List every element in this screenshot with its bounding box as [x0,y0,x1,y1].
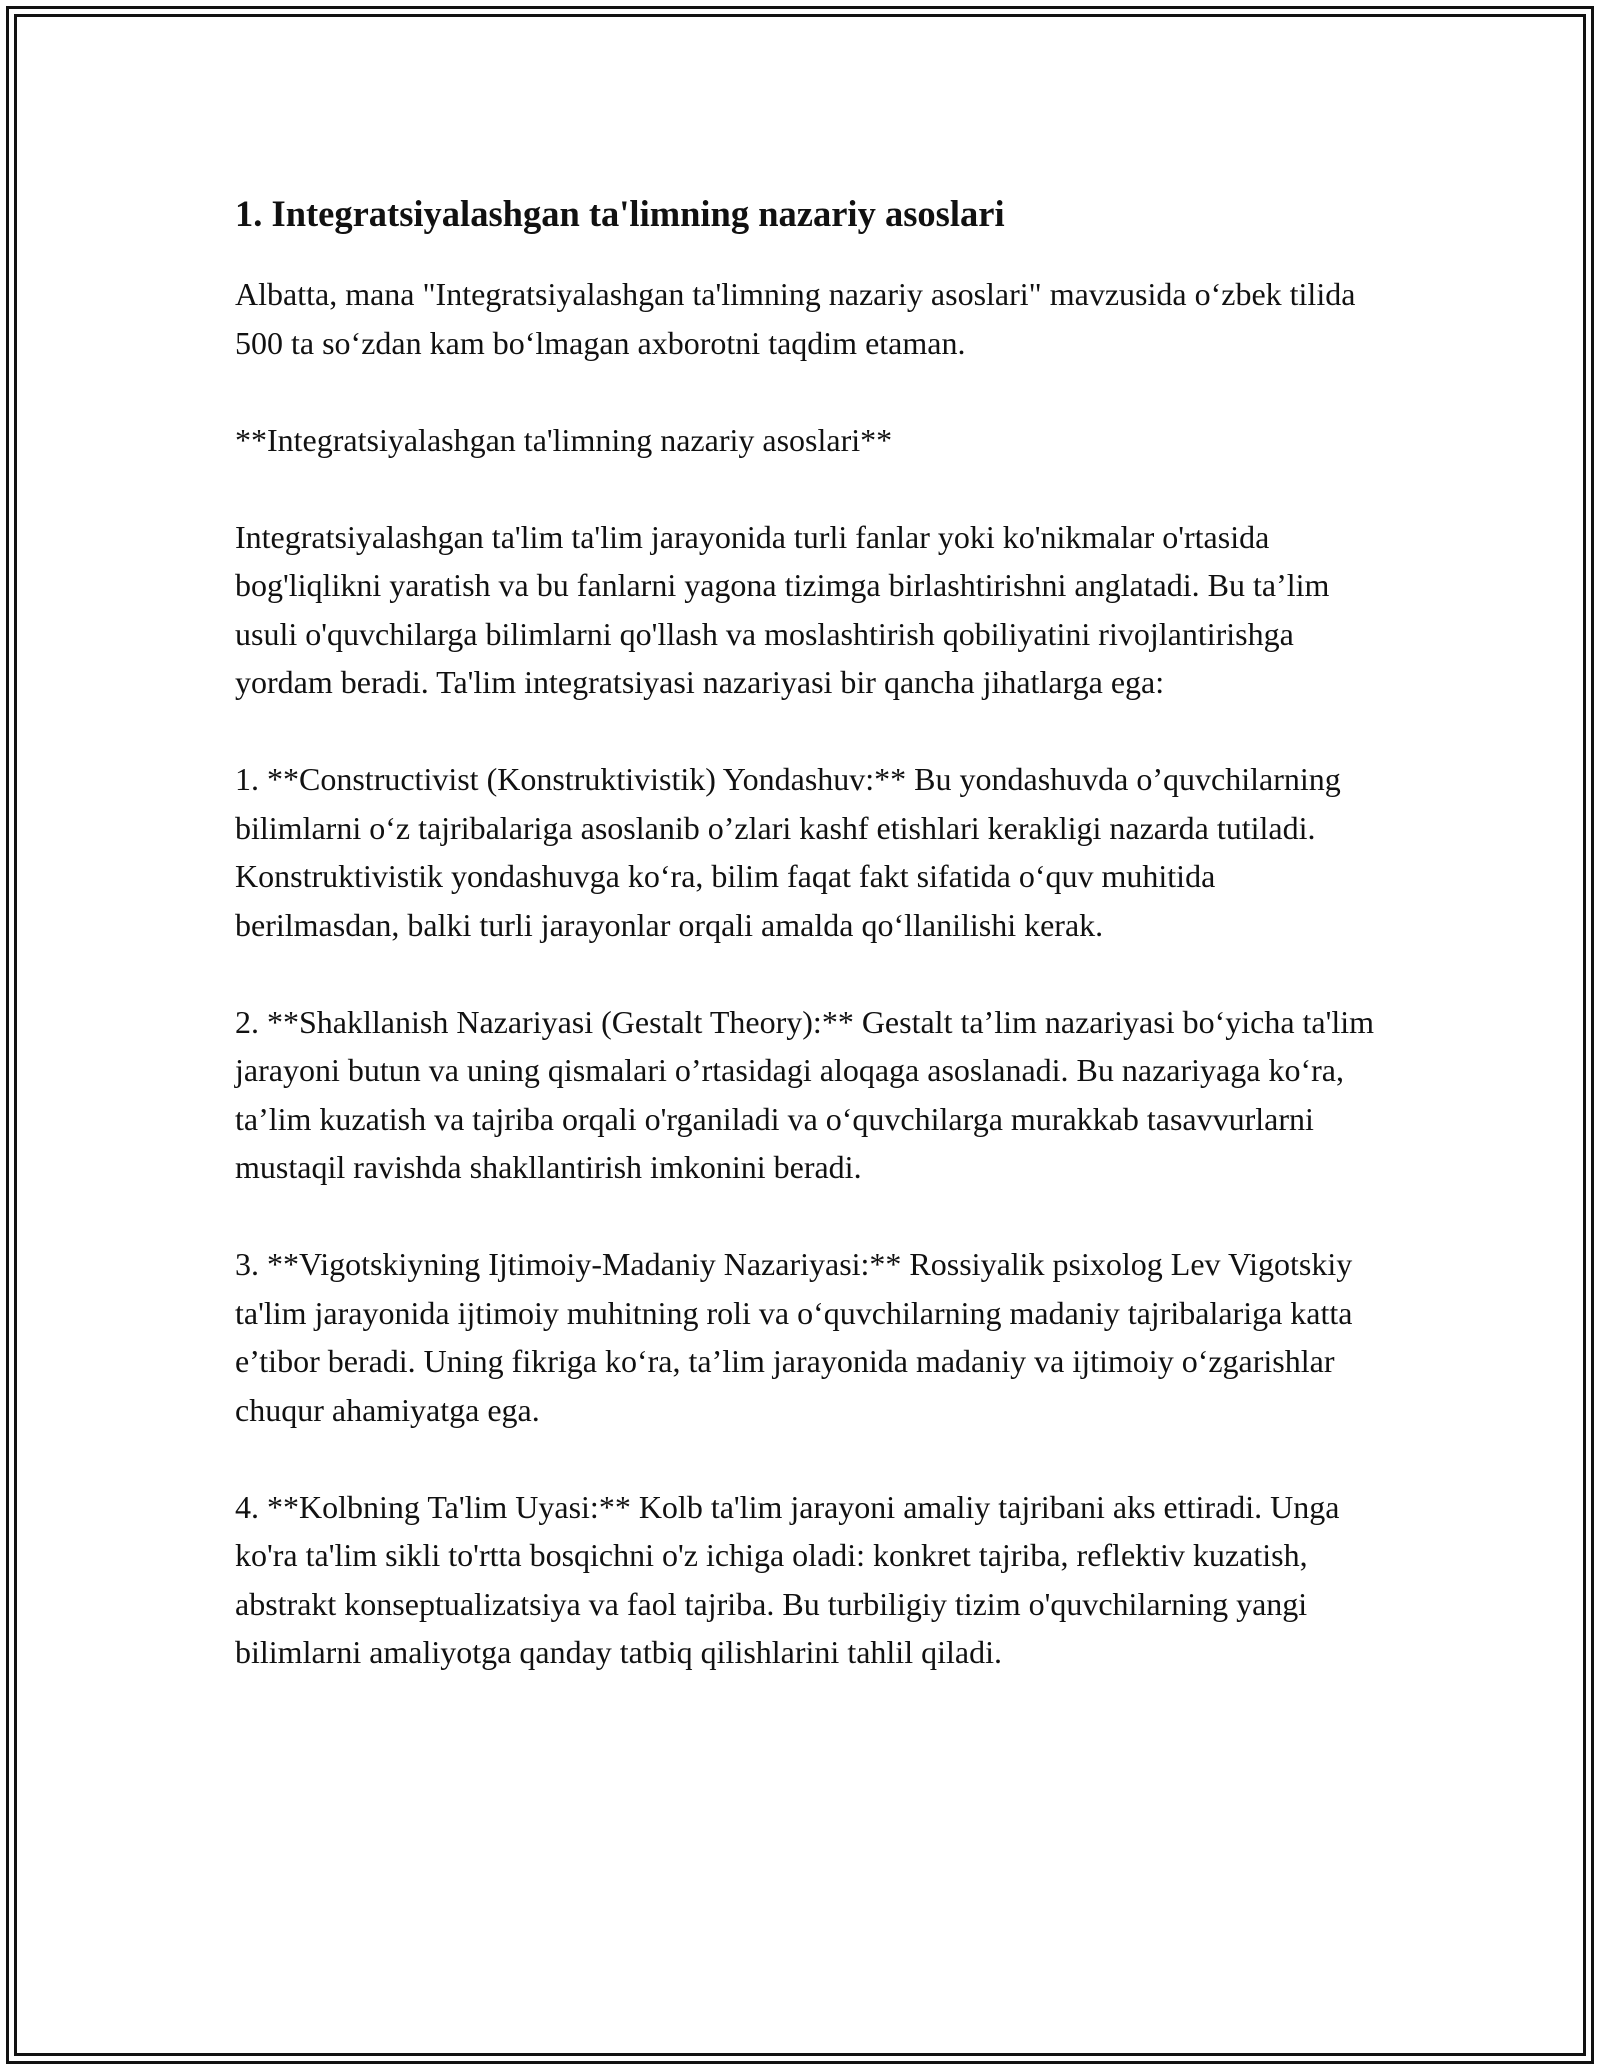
document-body [235,188,1375,1725]
list-item-kolb: 4. **Kolbning Ta'lim Uyasi:** Kolb ta'lim jarayoni amaliy tajribani aks ettiradi. Unga ko'ra ta'lim sikli to'rtta bosqichni o'z ichiga oladi: konkret tajriba, reflektiv kuzatish, abstrakt konseptualizatsiya va faol tajriba. Bu turbiligiy tizim o'quvchilarning yangi bilimlarni amaliyotga qanday tatbiq qilishlarini tahlil qiladi. [235,1488,1340,1670]
section-heading-paragraph: **Integratsiyalashgan ta'limning nazariy asoslari** [235,421,893,458]
intro-paragraph: Albatta, mana "Integratsiyalashgan ta'limning nazariy asoslari" mavzusida o‘zbek tilida 500 ta so‘zdan kam bo‘lmagan axborotni taqdim etaman. [235,276,1356,361]
definition-paragraph: Integratsiyalashgan ta'lim ta'lim jarayonida turli fanlar yoki ko'nikmalar o'rtasida bog'liqlikni yaratish va bu fanlarni yagona tizimga birlashtirishni anglatadi. Bu ta’lim usuli o'quvchilarga bilimlarni qo'llash va moslashtirish qobiliyatini rivojlantirishga yordam beradi. Ta'lim integratsiyasi nazariyasi bir qancha jihatlarga ega: [235,518,1330,700]
list-item-gestalt: 2. **Shakllanish Nazariyasi (Gestalt Theory):** Gestalt ta’lim nazariyasi bo‘yicha ta'lim jarayoni butun va uning qismalari o’rtasidagi aloqaga asoslanadi. Bu nazariyaga ko‘ra, ta’lim kuzatish va tajriba orqali o'rganiladi va o‘quvchilarga murakkab tasavvurlarni mustaqil ravishda shakllantirish imkonini beradi. [235,1003,1375,1185]
document-title: 1. Integratsiyalashgan ta'limning nazariy asoslari [235,193,1005,234]
list-item-vygotsky: 3. **Vigotskiyning Ijtimoiy-Madaniy Nazariyasi:** Rossiyalik psixolog Lev Vigotskiy ta'lim jarayonida ijtimoiy muhitning roli va o‘quvchilarning madaniy tajribalariga katta e’tibor beradi. Uning fikriga ko‘ra, ta’lim jarayonida madaniy va ijtimoiy o‘zgarishlar chuqur ahamiyatga ega. [235,1246,1353,1428]
list-item-constructivist: 1. **Constructivist (Konstruktivistik) Yondashuv:** Bu yondashuvda o’quvchilarning bilimlarni o‘z tajribalariga asoslanib o’zlari kashf etishlari kerakligi nazarda tutiladi. Konstruktivistik yondashuvga ko‘ra, bilim faqat fakt sifatida o‘quv muhitida berilmasdan, balki turli jarayonlar orqali amalda qo‘llanilishi kerak. [235,761,1341,943]
